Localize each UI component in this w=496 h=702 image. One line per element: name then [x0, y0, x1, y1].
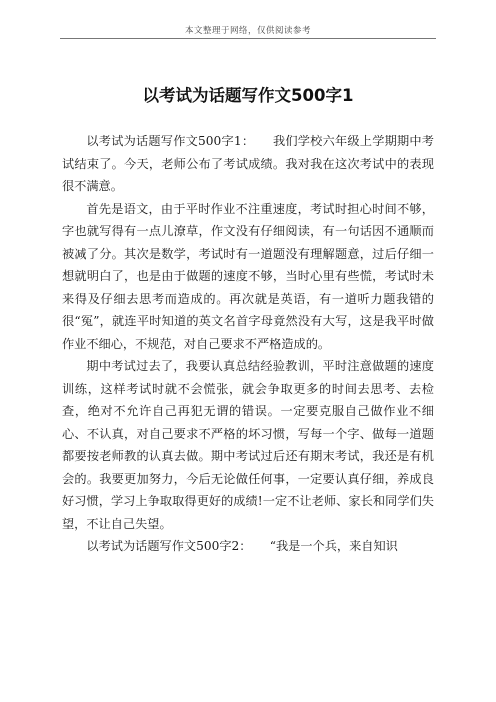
- header-divider: [60, 38, 436, 39]
- header-note: 本文整理于网络，仅供阅读参考: [184, 26, 311, 36]
- paragraph-1: 以考试为话题写作文500字1： 我们学校六年级上学期期中考试结束了。今天，老师公布了考试成绩。我对我在这次考试中的表现很不满意。: [62, 134, 434, 193]
- paragraph-2: 首先是语文，由于平时作业不注重速度，考试时担心时间不够，字也就写得有一点儿潦草，作文没有仔细阅读，有一句话因不通顺而被减了分。其次是数学，考试时有一道题没有理解题意，过后仔细一想就明白了，也是由于做题的速度不够，当时心里有些慌，考试时未来得及仔细去思考而造成的。再次就是英语，有一道听力题我错的很“冤”，就连平时知道的英文名首字母竟然没有大写，这是我平时做作业不细心，不规范，对自己要求不严格造成的。: [62, 201, 434, 351]
- document-title: 以考试为话题写作文500字1: [142, 86, 354, 105]
- paragraph-4: 以考试为话题写作文500字2： “我是一个兵，来自知识: [86, 539, 398, 553]
- paragraph-3: 期中考试过去了，我要认真总结经验教训，平时注意做题的速度训练，这样考试时就不会慌张，就会争取更多的时间去思考、去检查，绝对不允许自己再犯无谓的错误。一定要克服自己做作业不细心、不认真，对自己要求不严格的坏习惯，写每一个字、做每一道题都要按老师教的认真去做。期中考试过后还有期末考试，我还是有机会的。我要更加努力，今后无论做任何事，一定要认真仔细，养成良好习惯，学习上争取取得更好的成绩!一定不让老师、家长和同学们失望，不让自己失望。: [62, 359, 434, 531]
- document-body: [62, 130, 434, 558]
